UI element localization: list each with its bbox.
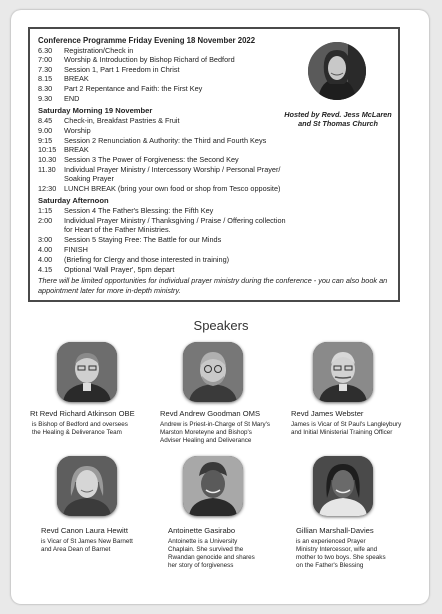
saturday-morning-heading: Saturday Morning 19 November [38, 106, 153, 115]
schedule-row-continuation: for Heart of the Father Ministries. [64, 225, 171, 234]
schedule-row: 3:00 Session 5 Staying Free: The Battle for our Minds [38, 235, 222, 244]
speaker-photo [313, 342, 373, 402]
saturday-afternoon-heading: Saturday Afternoon [38, 196, 109, 205]
schedule-row: 4.00 FINISH [38, 245, 88, 254]
speaker-photo [313, 456, 373, 516]
schedule-row-continuation: Soaking Prayer [64, 174, 114, 183]
schedule-row: 7.30 Session 1, Part 1 Freedom in Christ [38, 65, 180, 74]
schedule-row: 9.00 Worship [38, 126, 91, 135]
speaker-name: Rt Revd Richard Atkinson OBE [30, 409, 135, 418]
speaker-description: is Bishop of Bedford and oversees the Healing & Deliverance Team [32, 421, 128, 436]
schedule-row: 11.30 Individual Prayer Ministry / Intercessory Worship / Personal Prayer/ [38, 165, 281, 174]
schedule-row: 4.00 (Briefing for Clergy and those interested in training) [38, 255, 230, 264]
schedule-row: 6.30 Registration/Check in [38, 46, 134, 55]
speaker-description: is an experienced Prayer Ministry Intercessor, wife and mother to two boys. She speaks on the Father's Blessing [296, 538, 386, 569]
speakers-heading: Speakers [193, 318, 249, 333]
schedule-row: 8.30 Part 2 Repentance and Faith: the First Key [38, 84, 203, 93]
schedule-row: 8.45 Check-in, Breakfast Pastries & Fruit [38, 116, 180, 125]
speaker-description: James is Vicar of St Paul's Langleybury and Initial Ministerial Training Officer [291, 421, 402, 436]
programme-title: Conference Programme Friday Evening 18 November 2022 [38, 36, 256, 45]
speaker-photo [57, 342, 117, 402]
schedule-row: 9:15 Session 2 Renunciation & Authority: the Third and Fourth Keys [38, 136, 267, 145]
speaker-name: Antoinette Gasirabo [168, 526, 236, 535]
prayer-ministry-note: There will be limited opportunities for individual prayer ministry during the conference - you can also book an appointment later for more in-depth ministry. [38, 276, 388, 295]
speaker-description: Antoinette is a University Chaplain. She survived the Rwandan genocide and shares her story of forgiveness [168, 538, 255, 569]
schedule-row: 7:00 Worship & Introduction by Bishop Richard of Bedford [38, 55, 235, 64]
schedule-row: 10.30 Session 3 The Power of Forgiveness: the Second Key [38, 155, 239, 164]
schedule-row: 2:00 Individual Prayer Ministry / Thanksgiving / Praise / Offering collection [38, 216, 286, 225]
speaker-name: Revd James Webster [291, 409, 364, 418]
speaker-photo [183, 342, 243, 402]
speaker-name: Revd Canon Laura Hewitt [41, 526, 128, 535]
speaker-description: is Vicar of St James New Barnett and Area Dean of Barnet [41, 538, 133, 553]
schedule-row: 4.15 Optional 'Wall Prayer', 5pm depart [38, 265, 175, 274]
schedule-row: 12:30 LUNCH BREAK (bring your own food or shop from Tesco opposite) [38, 184, 281, 193]
speaker-name: Revd Andrew Goodman OMS [160, 409, 261, 418]
schedule-row: 1:15 Session 4 The Father's Blessing: the Fifth Key [38, 206, 214, 215]
host-photo [308, 42, 366, 100]
speaker-photo [57, 456, 117, 516]
speaker-description: Andrew is Priest-in-Charge of St Mary's Marston Moreteyne and Bishop's Adviser Healing and Deliverance [160, 421, 271, 444]
speaker-name: Gillian Marshall-Davies [296, 526, 374, 535]
speaker-photo [183, 456, 243, 516]
schedule-row: 10:15 BREAK [38, 145, 89, 154]
schedule-row: 8.15 BREAK [38, 74, 89, 83]
schedule-row: 9.30 END [38, 94, 80, 103]
host-caption: Hosted by Revd. Jess McLaren and St Thomas Church [284, 110, 392, 128]
